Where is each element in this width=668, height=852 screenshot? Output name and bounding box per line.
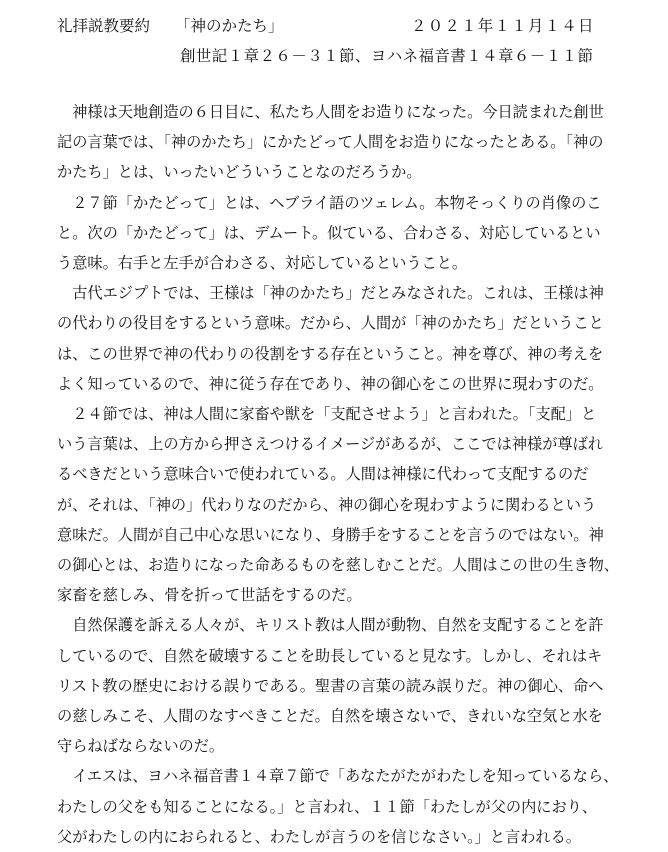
text-line: 古代エジプトでは、王様は「神のかたち」だとみなされた。これは、王様は神	[72, 284, 604, 303]
paragraph	[57, 97, 617, 188]
scripture-reference: 創世記１章２６－３１節、ヨハネ福音書１４章６－１１節	[180, 47, 594, 65]
text-line: リスト教の歴史における誤りである。聖書の言葉の読み誤りだ。神の御心、命へ	[57, 676, 604, 695]
text-line: が、それは、「神の」代わりなのだから、神の御心を現わすように関わるという	[57, 495, 597, 514]
text-line: 神様は天地創造の６日目に、私たち人間をお造りになった。今日読まれた創世	[72, 103, 604, 121]
text-line: 自然保護を訴える人々が、キリスト教は人間が動物、自然を支配することを許	[72, 616, 604, 635]
text-line: ２７節「かたどって」とは、ヘブライ語のツェレム。本物そっくりの肖像のこ	[72, 193, 602, 212]
text-line: イエスは、ヨハネ福音書１４章７節で「あなたがたがわたしを知っているなら、	[72, 767, 619, 786]
text-line: よく知っているので、神に従う存在であり、神の御心をこの世界に現わすのだ。	[57, 374, 604, 393]
paragraph	[57, 761, 617, 852]
text-line: 記の言葉では、「神のかたち」にかたどって人間をお造りになったとある。「神の	[57, 133, 604, 152]
text-line: う意味。右手と左手が合わさる、対応しているということ。	[57, 254, 468, 273]
text-line: ２４節では、神は人間に家畜や獣を「支配させよう」と言われた。「支配」と	[72, 405, 597, 424]
text-line: 意味だ。人間が自己中心な思いになり、身勝手をすることを言うのではない。神	[57, 525, 604, 544]
text-line: の慈しみこそ、人間のなすべきことだ。自然を壊さないで、きれいな空気と水を	[57, 707, 603, 726]
document-header	[57, 14, 617, 38]
sermon-body	[57, 97, 617, 852]
paragraph	[57, 278, 617, 399]
text-line: 家畜を慈しみ、骨を折って世話をするのだ。	[57, 586, 362, 605]
text-line: 守らねばならないのだ。	[57, 737, 225, 756]
text-line: かたち」とは、いったいどういうことなのだろうか。	[57, 163, 422, 182]
sermon-date: ２０２１年１１月１４日	[411, 17, 595, 35]
paragraph	[57, 610, 617, 761]
text-line: 父がわたしの内におられると、わたしが言うのを信じなさい。」と言われる。	[57, 827, 581, 846]
document-type-label: 礼拝説教要約	[57, 17, 151, 35]
paragraph	[57, 188, 617, 279]
sermon-title: 「神のかたち」	[175, 17, 284, 35]
text-line: は、この世界で神の代わりの役割をする存在ということ。神を尊び、神の考えを	[57, 344, 604, 363]
paragraph	[57, 399, 617, 610]
text-line: わたしの父をも知ることになる。」と言われ、１１節「わたしが父の内におり、	[57, 797, 598, 816]
text-line: しているので、自然を破壊することを助長していると見なす。しかし、それはキ	[57, 646, 603, 665]
text-line: の代わりの役目をするという意味。だから、人間が「神のかたち」だということ	[57, 314, 604, 333]
text-line: と。次の「かたどって」は、デムート。似ている、合わさる、対応しているとい	[57, 223, 601, 242]
text-line: いう言葉は、上の方から押さえつけるイメージがあるが、ここでは神様が尊ばれ	[57, 435, 603, 454]
text-line: の御心とは、お造りになった命あるものを慈しむことだ。人間はこの世の生き物、	[57, 556, 619, 575]
text-line: るべきだという意味合いで使われている。人間は神様に代わって支配するのだ	[57, 465, 589, 484]
